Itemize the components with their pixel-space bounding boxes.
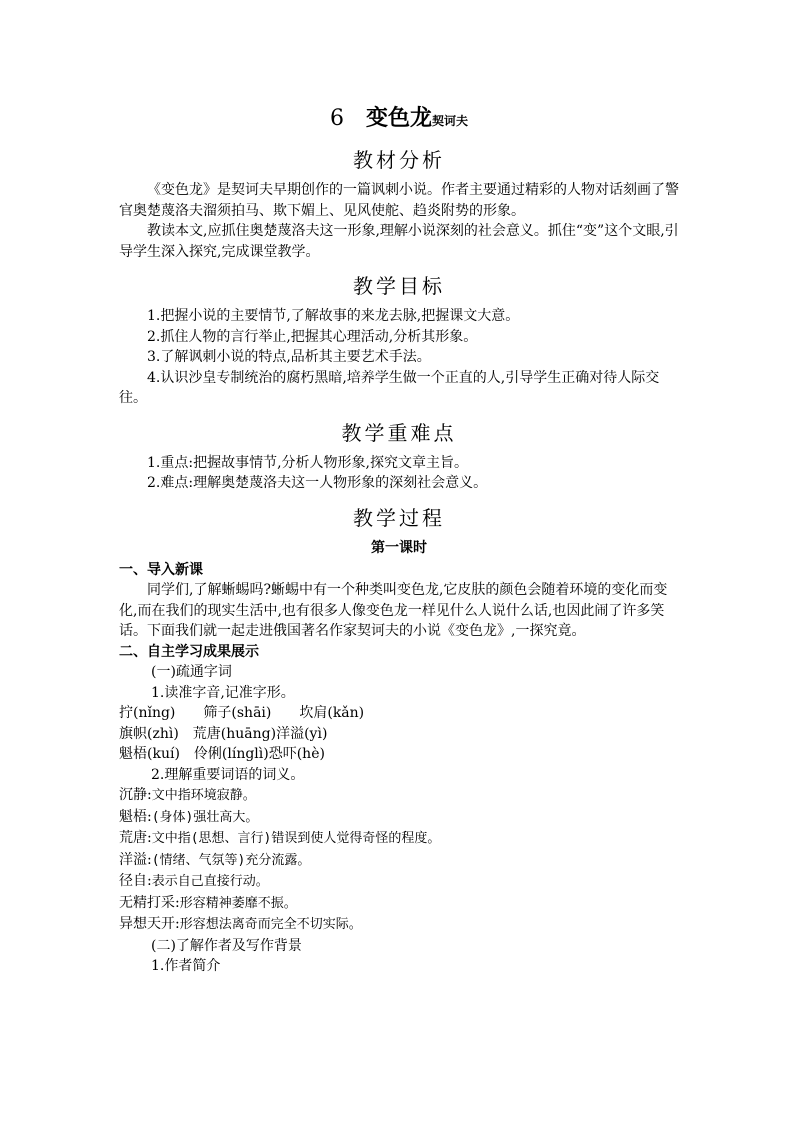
part1-paragraph: 同学们,了解蜥蜴吗?蜥蜴中有一个种类叫变色龙,它皮肤的颜色会随着环境的变化而变化,而在我们的现实生活中,也有很多人像变色龙一样见什么人说什么话,也因此闹了许多笑话。下面我们就一起走进俄国著名作家契诃夫的小说《变色龙》,一探究竟。 bbox=[119, 582, 668, 639]
word-item: 旗帜(zhì) bbox=[119, 725, 179, 742]
goal-item: 3.了解讽刺小说的特点,品析其主要艺术手法。 bbox=[147, 349, 431, 365]
definition-term: 洋溢: bbox=[119, 851, 152, 868]
definition-term: 魁梧: bbox=[119, 808, 152, 825]
word-item: 恐吓(hè) bbox=[268, 746, 325, 762]
subsection-author-title: (二)了解作者及写作背景 bbox=[151, 937, 302, 954]
definition-row bbox=[119, 807, 679, 829]
definition-term: 径自: bbox=[119, 873, 152, 889]
keypoint-item: 2.难点:理解奥楚蔑洛夫这一人物形象的深刻社会意义。 bbox=[147, 475, 488, 491]
definition-term: 异想天开: bbox=[119, 916, 180, 932]
goal-item: 4.认识沙皇专制统治的腐朽黑暗,培养学生做一个正直的人,引导学生正确对待人际交往。 bbox=[119, 369, 660, 406]
definition-row bbox=[119, 914, 679, 936]
definition-row bbox=[119, 785, 679, 807]
goal-item: 2.抓住人物的言行举止,把握其心理活动,分析其形象。 bbox=[147, 328, 478, 345]
word-item: 坎肩(kǎn) bbox=[299, 705, 365, 721]
keypoint-item: 1.重点:把握故事情节,分析人物形象,探究文章主旨。 bbox=[147, 454, 468, 471]
lesson-number: 6 bbox=[329, 106, 344, 131]
word-item: 筛子(shāi) bbox=[203, 705, 272, 721]
definition-row bbox=[119, 893, 679, 915]
section-title-goals: 教学目标 bbox=[353, 274, 445, 298]
definition-text: 表示自己直接行动。 bbox=[151, 874, 269, 889]
pronunciation-row-2 bbox=[119, 724, 679, 745]
definition-text: 文中指环境寂静。 bbox=[151, 788, 256, 803]
subsection-words-title: (一)疏通字词 bbox=[151, 664, 232, 680]
word-item: 魁梧(kuí) bbox=[119, 746, 180, 762]
analysis-paragraph-1: 《变色龙》是契诃夫早期创作的一篇讽刺小说。作者主要通过精彩的人物对话刻画了警官奥楚蔑洛夫溜须拍马、欺下媚上、见风使舵、趋炎附势的形象。 bbox=[119, 182, 679, 219]
section-title-keypoints: 教学重难点 bbox=[341, 420, 457, 445]
document-content bbox=[119, 103, 679, 977]
analysis-paragraph-2: 教读本文,应抓住奥楚蔑洛夫这一形象,理解小说深刻的社会意义。抓住“变”这个文眼,引导学生深入探究,完成课堂教学。 bbox=[119, 223, 679, 260]
definition-text: (身体)强壮高大。 bbox=[151, 809, 259, 825]
lesson-period-title: 第一课时 bbox=[371, 539, 427, 556]
lesson-author: 契诃夫 bbox=[432, 114, 469, 128]
goal-item: 1.把握小说的主要情节,了解故事的来龙去脉,把握课文大意。 bbox=[147, 308, 520, 324]
definition-text: 形容想法离奇而完全不切实际。 bbox=[179, 917, 362, 932]
definition-term: 无精打采: bbox=[119, 894, 180, 911]
word-item: 洋溢(yì) bbox=[276, 725, 328, 742]
definition-term: 荒唐: bbox=[119, 830, 152, 846]
word-item: 拧(nǐng) bbox=[119, 705, 176, 721]
pronunciation-row-1 bbox=[119, 703, 679, 724]
definition-text: 文中指(思想、言行)错误到使人觉得奇怪的程度。 bbox=[151, 831, 441, 846]
definition-term: 沉静: bbox=[119, 787, 152, 803]
section-title-process: 教学过程 bbox=[353, 505, 445, 530]
section-title-analysis: 教材分析 bbox=[353, 148, 445, 172]
words-instruction-1: 1.读准字音,记准字形。 bbox=[151, 684, 295, 701]
word-item: 荒唐(huāng) bbox=[192, 725, 277, 742]
author-intro-heading: 1.作者简介 bbox=[151, 958, 221, 974]
definition-text: (情绪、气氛等)充分流露。 bbox=[151, 852, 311, 868]
definition-text: 形容精神萎靡不振。 bbox=[179, 895, 297, 911]
definition-row bbox=[119, 850, 679, 872]
definition-row bbox=[119, 871, 679, 893]
part2-heading: 二、自主学习成果展示 bbox=[119, 643, 259, 660]
lesson-title bbox=[119, 103, 679, 136]
pronunciation-row-3 bbox=[119, 744, 679, 765]
definition-row bbox=[119, 828, 679, 850]
part1-heading: 一、导入新课 bbox=[119, 561, 203, 578]
words-instruction-2: 2.理解重要词语的词义。 bbox=[151, 766, 305, 783]
word-item: 伶俐(línglì) bbox=[193, 746, 269, 762]
lesson-title-text: 变色龙 bbox=[365, 105, 432, 131]
